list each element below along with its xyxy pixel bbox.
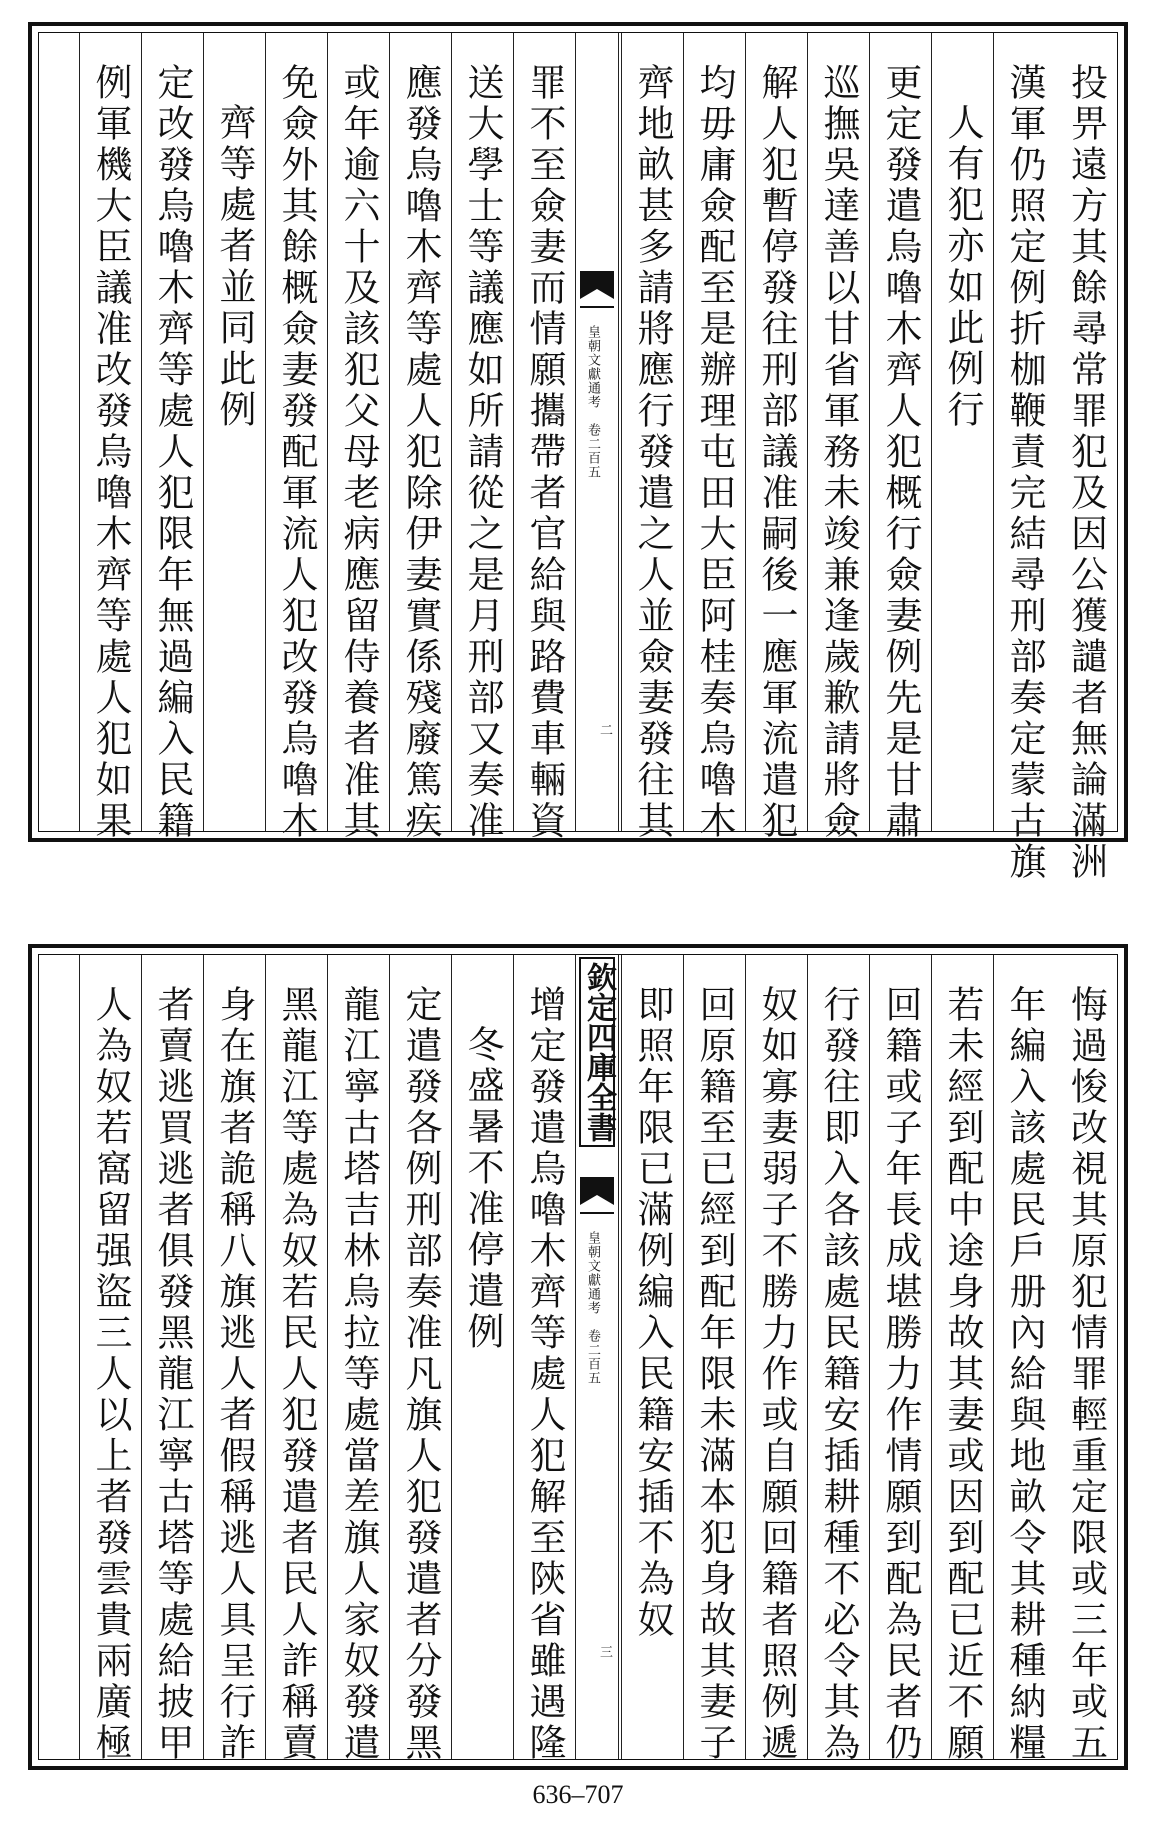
bottom-page-frame: [38, 954, 1118, 1764]
center-fold-column: [575, 33, 619, 831]
text-column: 若未經到配中途身故其妻或因到配已近不願: [931, 955, 993, 1759]
text-column: 免僉外其餘概僉妻發配軍流人犯改發烏嚕木: [265, 33, 327, 831]
text-column: 增定發遣烏嚕木齊等處人犯解至陝省雖遇隆: [513, 955, 575, 1759]
text-column: 或年逾六十及該犯父母老病應留侍養者准其: [327, 33, 389, 831]
text-column: 漢軍仍照定例折枷鞭責完結尋刑部奏定蒙古旗: [993, 33, 1055, 831]
text-column: 巡撫吳達善以甘省軍務未竣兼逢歲歉請將僉: [807, 33, 869, 831]
text-column: 身在旗者詭稱八旗逃人者假稱逃人具呈行詐: [203, 955, 265, 1759]
text-column: 更定發遣烏嚕木齊人犯概行僉妻例先是甘肅: [869, 33, 931, 831]
text-column: 悔過悛改視其原犯情罪輕重定限或三年或五: [1064, 985, 1108, 1764]
text-column: 定遣發各例刑部奏准凡旗人犯發遣者分發黑: [389, 955, 451, 1759]
leaf-number: 三: [597, 1645, 612, 1658]
collection-title: 欽定四庫全書: [579, 957, 615, 1147]
text-column: 應發烏嚕木齊等處人犯除伊妻實係殘廢篤疾: [389, 33, 451, 831]
scan-page-number: 636–707: [532, 1780, 624, 1809]
text-column: 即照年限已滿例編入民籍安插不為奴: [621, 955, 683, 1759]
text-column: 例軍機大臣議准改發烏嚕木齊等處人犯如果: [79, 33, 141, 831]
text-column: 者賣逃買逃者俱發黑龍江寧古塔等處給披甲: [141, 955, 203, 1759]
text-column: 人有犯亦如此例行: [931, 33, 993, 831]
text-column: 齊等處者並同此例: [203, 33, 265, 831]
fishtail-mark-icon: [580, 271, 614, 311]
leaf-number: 二: [597, 723, 612, 736]
text-column: 黑龍江等處為奴若民人犯發遣者民人詐稱賣: [265, 955, 327, 1759]
text-column: 回籍或子年長成堪勝力作情願到配為民者仍: [869, 955, 931, 1759]
bottom-page: [28, 944, 1128, 1770]
text-column: 人為奴若窩留强盜三人以上者發雲貴兩廣極: [79, 955, 141, 1759]
running-head: 皇朝文獻通考 卷二百五: [584, 325, 600, 479]
running-head: 皇朝文獻通考 卷二百五: [584, 1231, 600, 1385]
text-column: 均毋庸僉配至是辦理屯田大臣阿桂奏烏嚕木: [683, 33, 745, 831]
text-column: 解人犯暫停發往刑部議准嗣後一應軍流遣犯: [745, 33, 807, 831]
text-column: 回原籍至已經到配年限未滿本犯身故其妻子: [683, 955, 745, 1759]
text-column: 奴如寡妻弱子不勝力作或自願回籍者照例遞: [745, 955, 807, 1759]
top-page-frame: [38, 32, 1118, 883]
text-column: 龍江寧古塔吉林烏拉等處當差旗人家奴發遣: [327, 955, 389, 1759]
text-column: 行發往即入各該處民籍安插耕種不必令其為: [807, 955, 869, 1759]
fishtail-mark-icon: [580, 1177, 614, 1217]
top-page: [28, 22, 1128, 883]
text-column: 定改發烏嚕木齊等處人犯限年無過編入民籍: [141, 33, 203, 831]
text-column: 罪不至僉妻而情願攜帶者官給與路費車輛資: [513, 33, 575, 831]
text-column: 年編入該處民戶册內給與地畝令其耕種納糧: [993, 955, 1055, 1759]
text-column: 送大學士等議應如所請從之是月刑部又奏准: [451, 33, 513, 831]
text-column: 齊地畝甚多請將應行發遣之人並僉妻發往其: [621, 33, 683, 831]
text-column: 投畀遠方其餘尋常罪犯及因公獲譴者無論滿洲: [1064, 63, 1108, 883]
text-column: 冬盛暑不准停遣例: [451, 955, 513, 1759]
center-fold-column: [575, 955, 619, 1759]
